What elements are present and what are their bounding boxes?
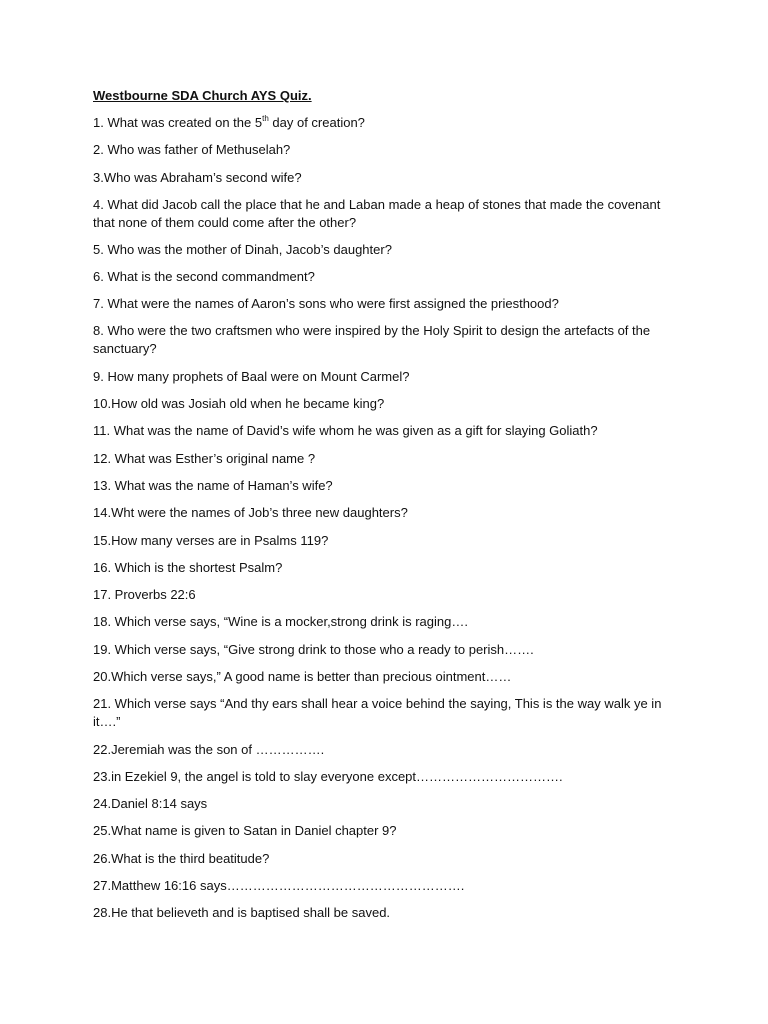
question-28: 28.He that believeth and is baptised shall be saved. bbox=[93, 905, 391, 920]
question-4: 4. What did Jacob call the place that he and Laban made a heap of stones that made the covenant that none of them could come after the other? bbox=[93, 197, 661, 230]
question-22: 22.Jeremiah was the son of ……………. bbox=[93, 742, 325, 757]
question-6: 6. What is the second commandment? bbox=[93, 269, 315, 284]
question-2: 2. Who was father of Methuselah? bbox=[93, 142, 291, 157]
question-20: 20.Which verse says,” A good name is better than precious ointment…… bbox=[93, 669, 512, 684]
question-14: 14.Wht were the names of Job’s three new daughters? bbox=[93, 505, 408, 520]
question-27: 27.Matthew 16:16 says………………………………………………. bbox=[93, 878, 465, 893]
question-26: 26.What is the third beatitude? bbox=[93, 851, 270, 866]
question-1-ordinal-suffix: th bbox=[262, 113, 269, 123]
question-3: 3.Who was Abraham’s second wife? bbox=[93, 170, 302, 185]
question-13: 13. What was the name of Haman’s wife? bbox=[93, 478, 333, 493]
question-1-text-end: day of creation? bbox=[268, 115, 365, 130]
question-18: 18. Which verse says, “Wine is a mocker,strong drink is raging…. bbox=[93, 614, 468, 629]
question-19: 19. Which verse says, “Give strong drink to those who a ready to perish……. bbox=[93, 642, 534, 657]
question-11: 11. What was the name of David’s wife whom he was given as a gift for slaying Goliath? bbox=[93, 423, 598, 438]
question-25: 25.What name is given to Satan in Daniel chapter 9? bbox=[93, 823, 397, 838]
question-9: 9. How many prophets of Baal were on Mount Carmel? bbox=[93, 369, 410, 384]
question-10: 10.How old was Josiah old when he became king? bbox=[93, 396, 385, 411]
question-24: 24.Daniel 8:14 says bbox=[93, 796, 208, 811]
question-17: 17. Proverbs 22:6 bbox=[93, 587, 196, 602]
question-23: 23.in Ezekiel 9, the angel is told to slay everyone except……………………………. bbox=[93, 769, 563, 784]
question-16: 16. Which is the shortest Psalm? bbox=[93, 560, 283, 575]
question-7: 7. What were the names of Aaron’s sons who were first assigned the priesthood? bbox=[93, 296, 559, 311]
question-1-text-start: 1. What was created on the 5 bbox=[93, 115, 263, 130]
question-15: 15.How many verses are in Psalms 119? bbox=[93, 533, 329, 548]
quiz-title: Westbourne SDA Church AYS Quiz. bbox=[93, 88, 312, 103]
question-8: 8. Who were the two craftsmen who were inspired by the Holy Spirit to design the artefacts of the sanctuary? bbox=[93, 323, 651, 356]
question-12: 12. What was Esther’s original name ? bbox=[93, 451, 316, 466]
question-5: 5. Who was the mother of Dinah, Jacob’s daughter? bbox=[93, 242, 392, 257]
question-1 bbox=[93, 114, 673, 132]
question-21: 21. Which verse says “And thy ears shall hear a voice behind the saying, This is the way walk ye in it….” bbox=[93, 696, 662, 729]
